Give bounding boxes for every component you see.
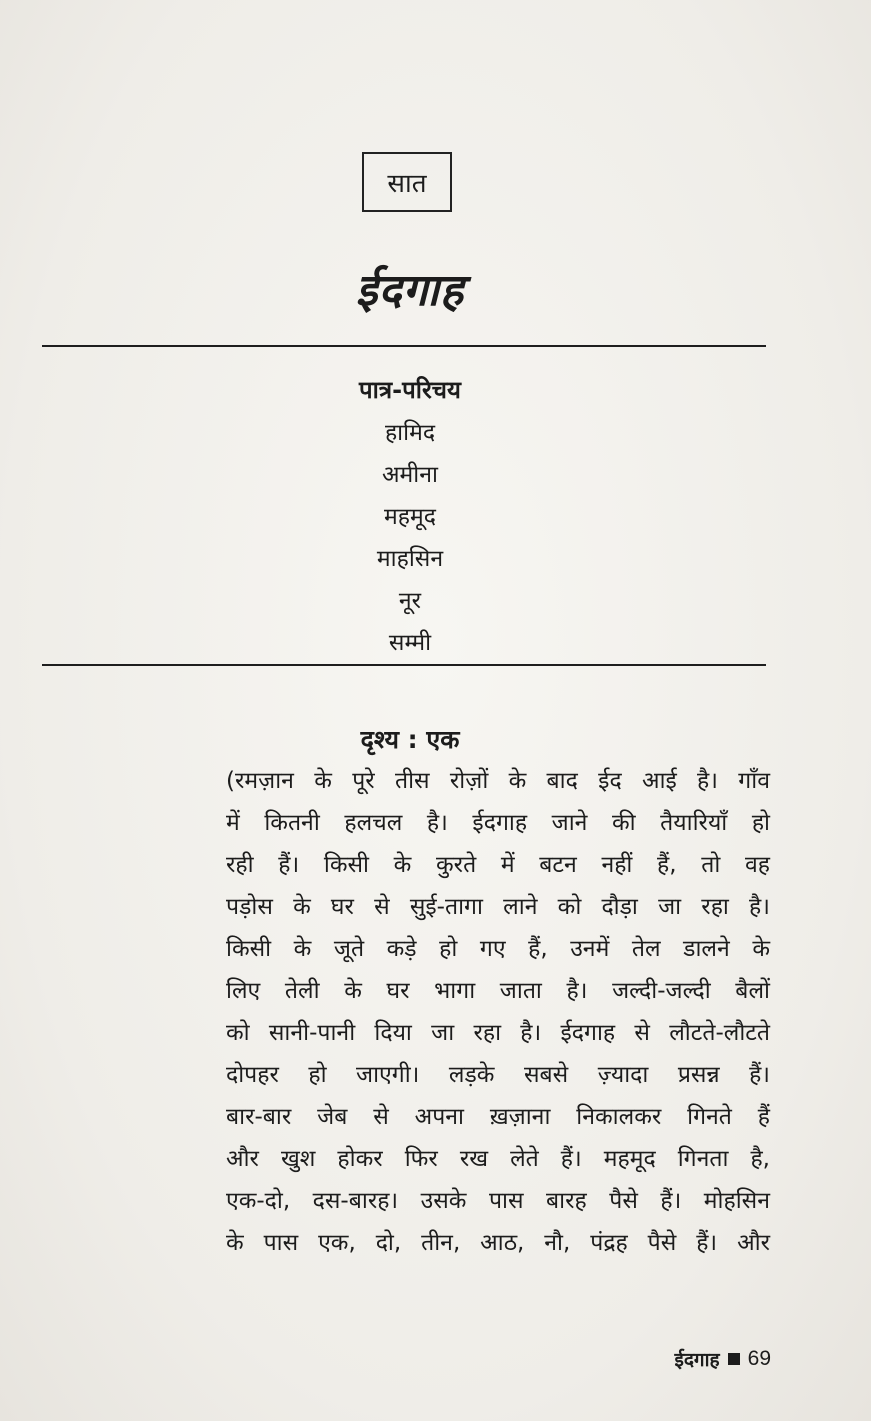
bottom-divider [42,664,766,666]
paragraph-line: को सानी-पानी दिया जा रहा है। ईदगाह से लौटते-लौटते [226,1020,770,1046]
paragraph-line: रही हैं। किसी के कुरते में बटन नहीं हैं, तो वह [226,852,770,878]
page-number: 69 [747,1347,771,1370]
cast-item: महमूद [384,504,436,530]
cast-item: अमीना [381,462,438,488]
paragraph-line: एक-दो, दस-बारह। उसके पास बारह पैसे हैं। मोहसिन [226,1188,770,1214]
paragraph-line: पड़ोस के घर से सुई-तागा लाने को दौड़ा जा रहा है। [226,894,770,920]
scene-paragraph [226,760,770,1264]
chapter-number: सात [387,169,427,199]
paragraph-line: के पास एक, दो, तीन, आठ, नौ, पंद्रह पैसे हैं। और [226,1230,770,1256]
cast-item: हामिद [384,420,436,446]
cast-item: माहसिन [376,546,444,572]
paragraph-line: और खुश होकर फिर रख लेते हैं। महमूद गिनता है, [226,1146,770,1172]
cast-item: सम्मी [388,630,432,656]
cast-list [280,412,540,664]
paragraph-line: बार-बार जेब से अपना ख़ज़ाना निकालकर गिनते हैं [226,1104,770,1130]
chapter-number-box [362,152,452,212]
paragraph-line: में कितनी हलचल है। ईदगाह जाने की तैयारियाँ हो [226,810,770,836]
cast-item: नूर [398,588,422,614]
paragraph-line: लिए तेली के घर भागा जाता है। जल्दी-जल्दी बैलों [226,978,770,1004]
paragraph-line: दोपहर हो जाएगी। लड़के सबसे ज़्यादा प्रसन्न हैं। [226,1062,770,1088]
cast-heading: पात्र-परिचय [359,376,461,404]
footer-book-title: ईदगाह [674,1349,720,1371]
scene-heading: दृश्य : एक [360,725,460,754]
paragraph-line: किसी के जूते कड़े हो गए हैं, उनमें तेल डालने के [226,936,770,962]
paragraph-line: (रमज़ान के पूरे तीस रोज़ों के बाद ईद आई है। गाँव [226,768,770,794]
chapter-title: ईदगाह [355,265,465,316]
page-footer [675,1346,772,1372]
top-divider [42,345,766,347]
square-bullet-icon [728,1353,740,1365]
